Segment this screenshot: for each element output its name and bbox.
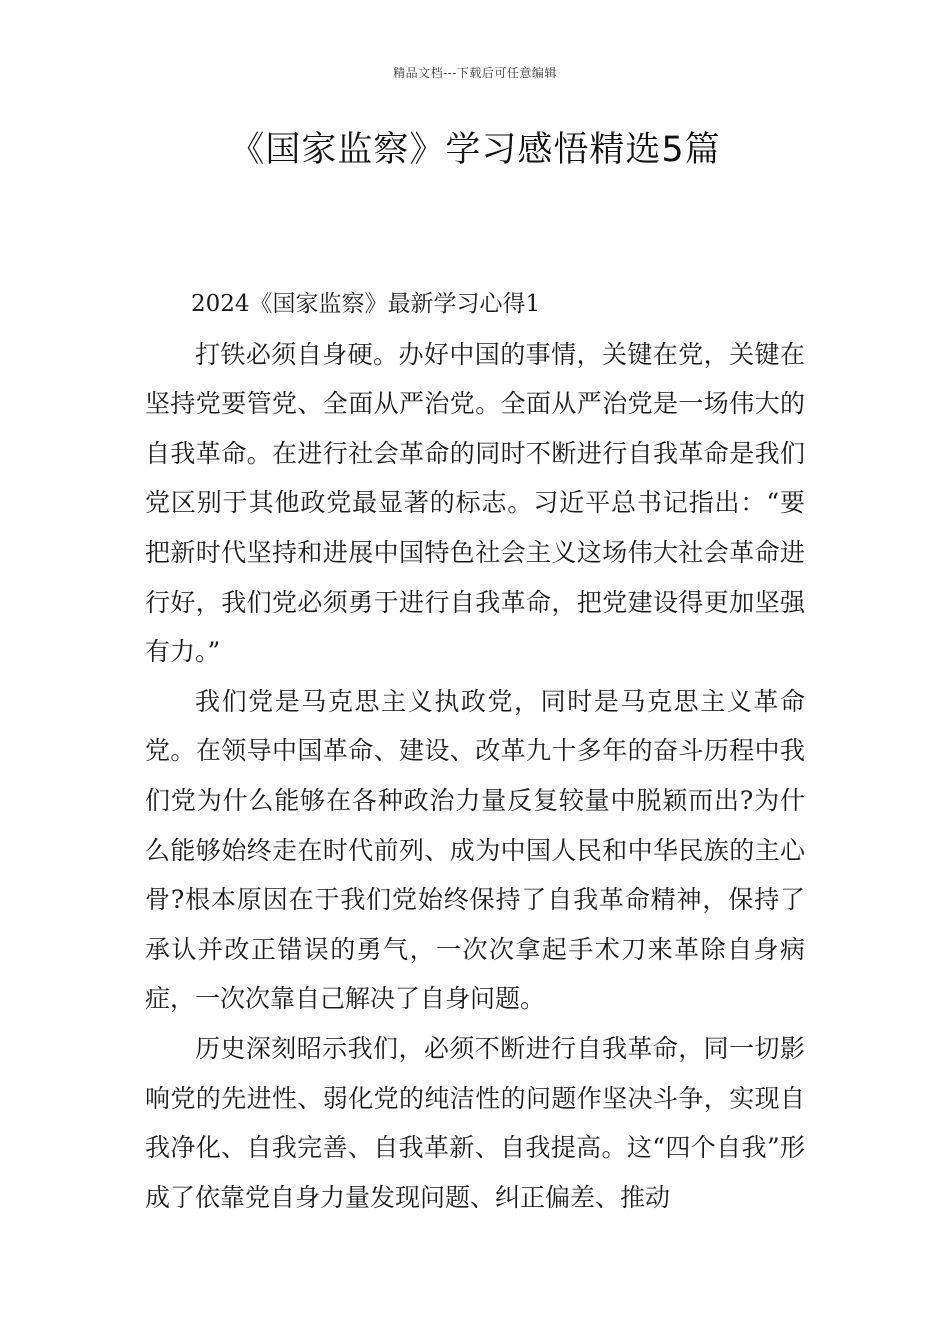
- section-subheading: 2024《国家监察》最新学习心得1: [191, 291, 541, 317]
- header-note: 精品文档---下载后可任意编辑: [393, 66, 557, 80]
- paragraph: 我们党是马克思主义执政党，同时是马克思主义革命党。在领导中国革命、建设、改革九十多年的奋斗历程中我们党为什么能够在各种政治力量反复较量中脱颖而出?为什么能够始终走在时代前列、成为中国人民和中华民族的主心骨?根本原因在于我们党始终保持了自我革命精神，保持了承认并改正错误的勇气，一次次拿起手术刀来革除自身病症，一次次靠自己解决了自身问题。: [145, 686, 805, 1014]
- paragraph: 打铁必须自身硬。办好中国的事情，关键在党，关键在坚持党要管党、全面从严治党。全面从严治党是一场伟大的自我革命。在进行社会革命的同时不断进行自我革命是我们党区别于其他政党最显著的标志。习近平总书记指出：“要把新时代坚持和进展中国特色社会主义这场伟大社会革命进行好，我们党必须勇于进行自我革命，把党建设得更加坚强有力。”: [145, 339, 805, 667]
- paragraph: 历史深刻昭示我们，必须不断进行自我革命，同一切影响党的先进性、弱化党的纯洁性的问题作坚决斗争，实现自我净化、自我完善、自我革新、自我提高。这“四个自我”形成了依靠党自身力量发现问题、纠正偏差、推动: [145, 1033, 805, 1212]
- document-body: [145, 280, 805, 1222]
- document-title: 《国家监察》学习感悟精选5篇: [229, 130, 721, 170]
